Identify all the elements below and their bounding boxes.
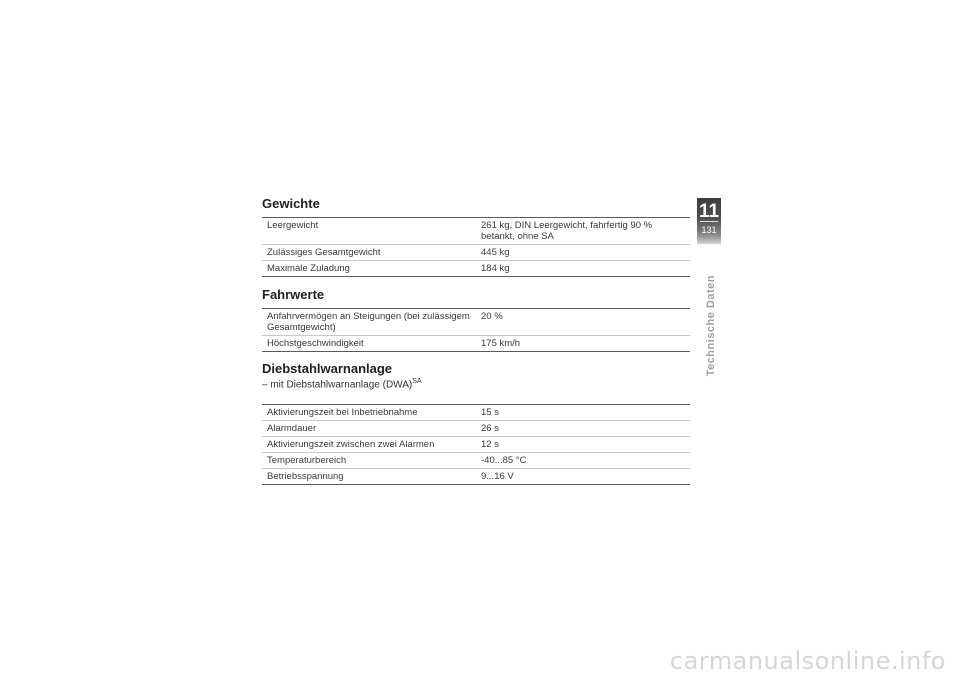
row-label: Aktivierungszeit zwischen zwei Alarmen: [262, 437, 476, 453]
row-label: Leergewicht: [262, 218, 476, 245]
table-row: [262, 309, 690, 336]
row-label: Maximale Zuladung: [267, 263, 350, 274]
chapter-title: Technische Daten: [705, 275, 717, 377]
table-row: [262, 469, 690, 485]
row-value: 15 s: [476, 405, 690, 421]
row-value: 261 kg, DIN Leergewicht, fahrfertig 90 % betankt, ohne SA: [476, 218, 690, 245]
row-value: 20 %: [476, 309, 690, 336]
row-value: 26 s: [476, 421, 690, 437]
table-fahrwerte: [262, 308, 690, 352]
watermark: carmanualsonline.info: [669, 647, 946, 675]
row-label: Betriebsspannung: [267, 471, 344, 483]
section-title-fahrwerte: Fahrwerte: [262, 287, 325, 302]
table-row: [262, 421, 690, 437]
table-row: [262, 245, 690, 261]
chapter-tab: [697, 198, 721, 244]
table-row: [262, 261, 690, 277]
equipment-note: [262, 378, 690, 390]
row-label: Aktivierungszeit bei Inbetriebnahme: [262, 405, 476, 421]
chapter-title-vertical: [701, 275, 719, 376]
row-value: 175 km/h: [481, 338, 521, 349]
note-text: – mit Diebstahlwarnanlage (DWA): [262, 379, 413, 391]
table-gewichte: [262, 217, 690, 277]
row-label: Anfahrvermögen an Steigungen (bei zulässigem Gesamtgewicht): [262, 309, 476, 336]
note-superscript: SA: [412, 378, 422, 385]
table-row: [262, 453, 690, 469]
row-value: 9...16 V: [481, 471, 514, 483]
row-value: 184 kg: [481, 263, 510, 274]
row-value: 12 s: [476, 437, 690, 453]
row-label: Temperaturbereich: [262, 453, 476, 469]
row-value: 445 kg: [476, 245, 690, 261]
row-label: Höchstgeschwindigkeit: [267, 338, 364, 349]
spec-content: [262, 196, 690, 485]
table-row: [262, 218, 690, 245]
section-title-diebstahlwarnanlage: Diebstahlwarnanlage: [262, 361, 393, 376]
table-diebstahlwarnanlage: [262, 404, 690, 485]
table-row: [262, 405, 690, 421]
row-value: -40...85 °C: [476, 453, 690, 469]
section-title-gewichte: Gewichte: [262, 196, 320, 211]
table-row: [262, 336, 690, 352]
row-label: Alarmdauer: [262, 421, 476, 437]
chapter-number: 11: [698, 201, 720, 222]
table-row: [262, 437, 690, 453]
page-number: 131: [700, 221, 718, 235]
row-label: Zulässiges Gesamtgewicht: [262, 245, 476, 261]
